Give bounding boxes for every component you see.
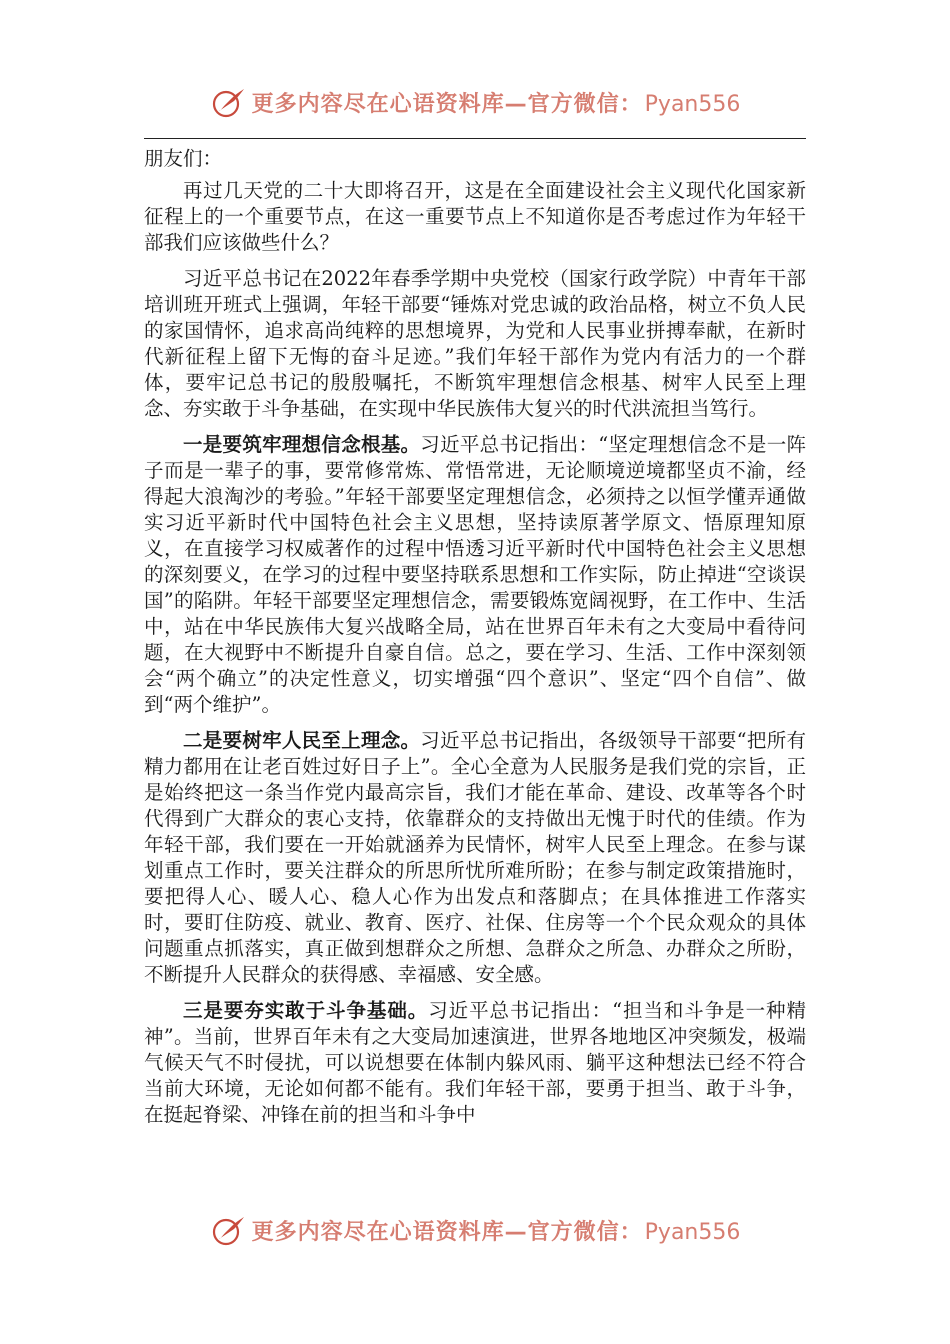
quill-logo-icon [210,84,246,120]
paragraph-2 [144,266,806,422]
paragraph-text: 习近平总书记指出：“担当和斗争是一种精神”。当前，世界百年未有之大变局加速演进，世界各地地区冲突频发，极端气候天气不时侵扰，可以说想要在体制内躲风雨、躺平这种想法已经不符合当前大环境，无论如何都不能有。我们年轻干部，要勇于担当、敢于斗争，在挺起脊梁、冲锋在前的担当和斗争中 [144,999,806,1126]
paragraph-4 [144,728,806,988]
paragraph-1 [144,178,806,256]
greeting: 朋友们： [144,147,223,170]
footer-banner-content [210,1212,741,1248]
header-banner-content [210,84,741,120]
paragraph-text: 习近平总书记在2022年春季学期中央党校（国家行政学院）中青年干部培训班开班式上强调，年轻干部要“锤炼对党忠诚的政治品格，树立不负人民的家国情怀，追求高尚纯粹的思想境界，为党和人民事业拼搏奉献，在新时代新征程上留下无悔的奋斗足迹。”我们年轻干部作为党内有活力的一个群体，要牢记总书记的殷殷嘱托，不断筑牢理想信念根基、树牢人民至上理念、夯实敢于斗争基础，在实现中华民族伟大复兴的时代洪流担当笃行。 [144,267,806,420]
paragraph-heading: 三是要夯实敢于斗争基础。 [183,999,429,1022]
paragraph-text: 习近平总书记指出，各级领导干部要“把所有精力都用在让老百姓过好日子上”。全心全意为人民服务是我们党的宗旨，正是始终把这一条当作党内最高宗旨，我们才能在革命、建设、改革等各个时代得到广大群众的衷心支持，依靠群众的支持做出无愧于时代的佳绩。作为年轻干部，我们要在一开始就涵养为民情怀，树牢人民至上理念。在参与谋划重点工作时，要关注群众的所思所忧所难所盼；在参与制定政策措施时，要把得人心、暖人心、稳人心作为出发点和落脚点；在具体推进工作落实时，要盯住防疫、就业、教育、医疗、社保、住房等一个个民众观众的具体问题重点抓落实，真正做到想群众之所想、急群众之所急、办群众之所盼，不断提升人民群众的获得感、幸福感、安全感。 [144,729,806,986]
footer-banner [0,1208,950,1252]
paragraph-heading: 二是要树牢人民至上理念。 [183,729,421,752]
paragraph-heading: 一是要筑牢理想信念根基。 [183,433,421,456]
header-banner [0,80,950,124]
paragraph-text: 再过几天党的二十大即将召开，这是在全面建设社会主义现代化国家新征程上的一个重要节点，在这一重要节点上不知道你是否考虑过作为年轻干部我们应该做些什么？ [144,179,806,254]
footer-wechat-id: Pyan556 [644,1219,741,1245]
header-banner-label: 更多内容尽在心语资料库—官方微信： [251,91,643,117]
footer-banner-text [252,1215,741,1246]
header-wechat-id: Pyan556 [644,91,741,117]
header-divider [144,138,806,139]
article-body [144,146,806,1128]
quill-logo-icon [210,1212,246,1248]
paragraph-3 [144,432,806,718]
header-banner-text [252,87,741,118]
footer-banner-label: 更多内容尽在心语资料库—官方微信： [251,1219,643,1245]
paragraph-text: 习近平总书记指出：“坚定理想信念不是一阵子而是一辈子的事，要常修常炼、常悟常进，无论顺境逆境都坚贞不渝，经得起大浪淘沙的考验。”年轻干部要坚定理想信念，必须持之以恒学懂弄通做实习近平新时代中国特色社会主义思想，坚持读原著学原文、悟原理知原义，在直接学习权威著作的过程中悟透习近平新时代中国特色社会主义思想的深刻要义，在学习的过程中要坚持联系思想和工作实际，防止掉进“空谈误国”的陷阱。年轻干部要坚定理想信念，需要锻炼宽阔视野，在工作中、生活中，站在中华民族伟大复兴战略全局，站在世界百年未有之大变局中看待问题，在大视野中不断提升自豪自信。总之，要在学习、生活、工作中深刻领会“两个确立”的决定性意义，切实增强“四个意识”、坚定“四个自信”、做到“两个维护”。 [144,433,806,716]
paragraph-5 [144,998,806,1128]
